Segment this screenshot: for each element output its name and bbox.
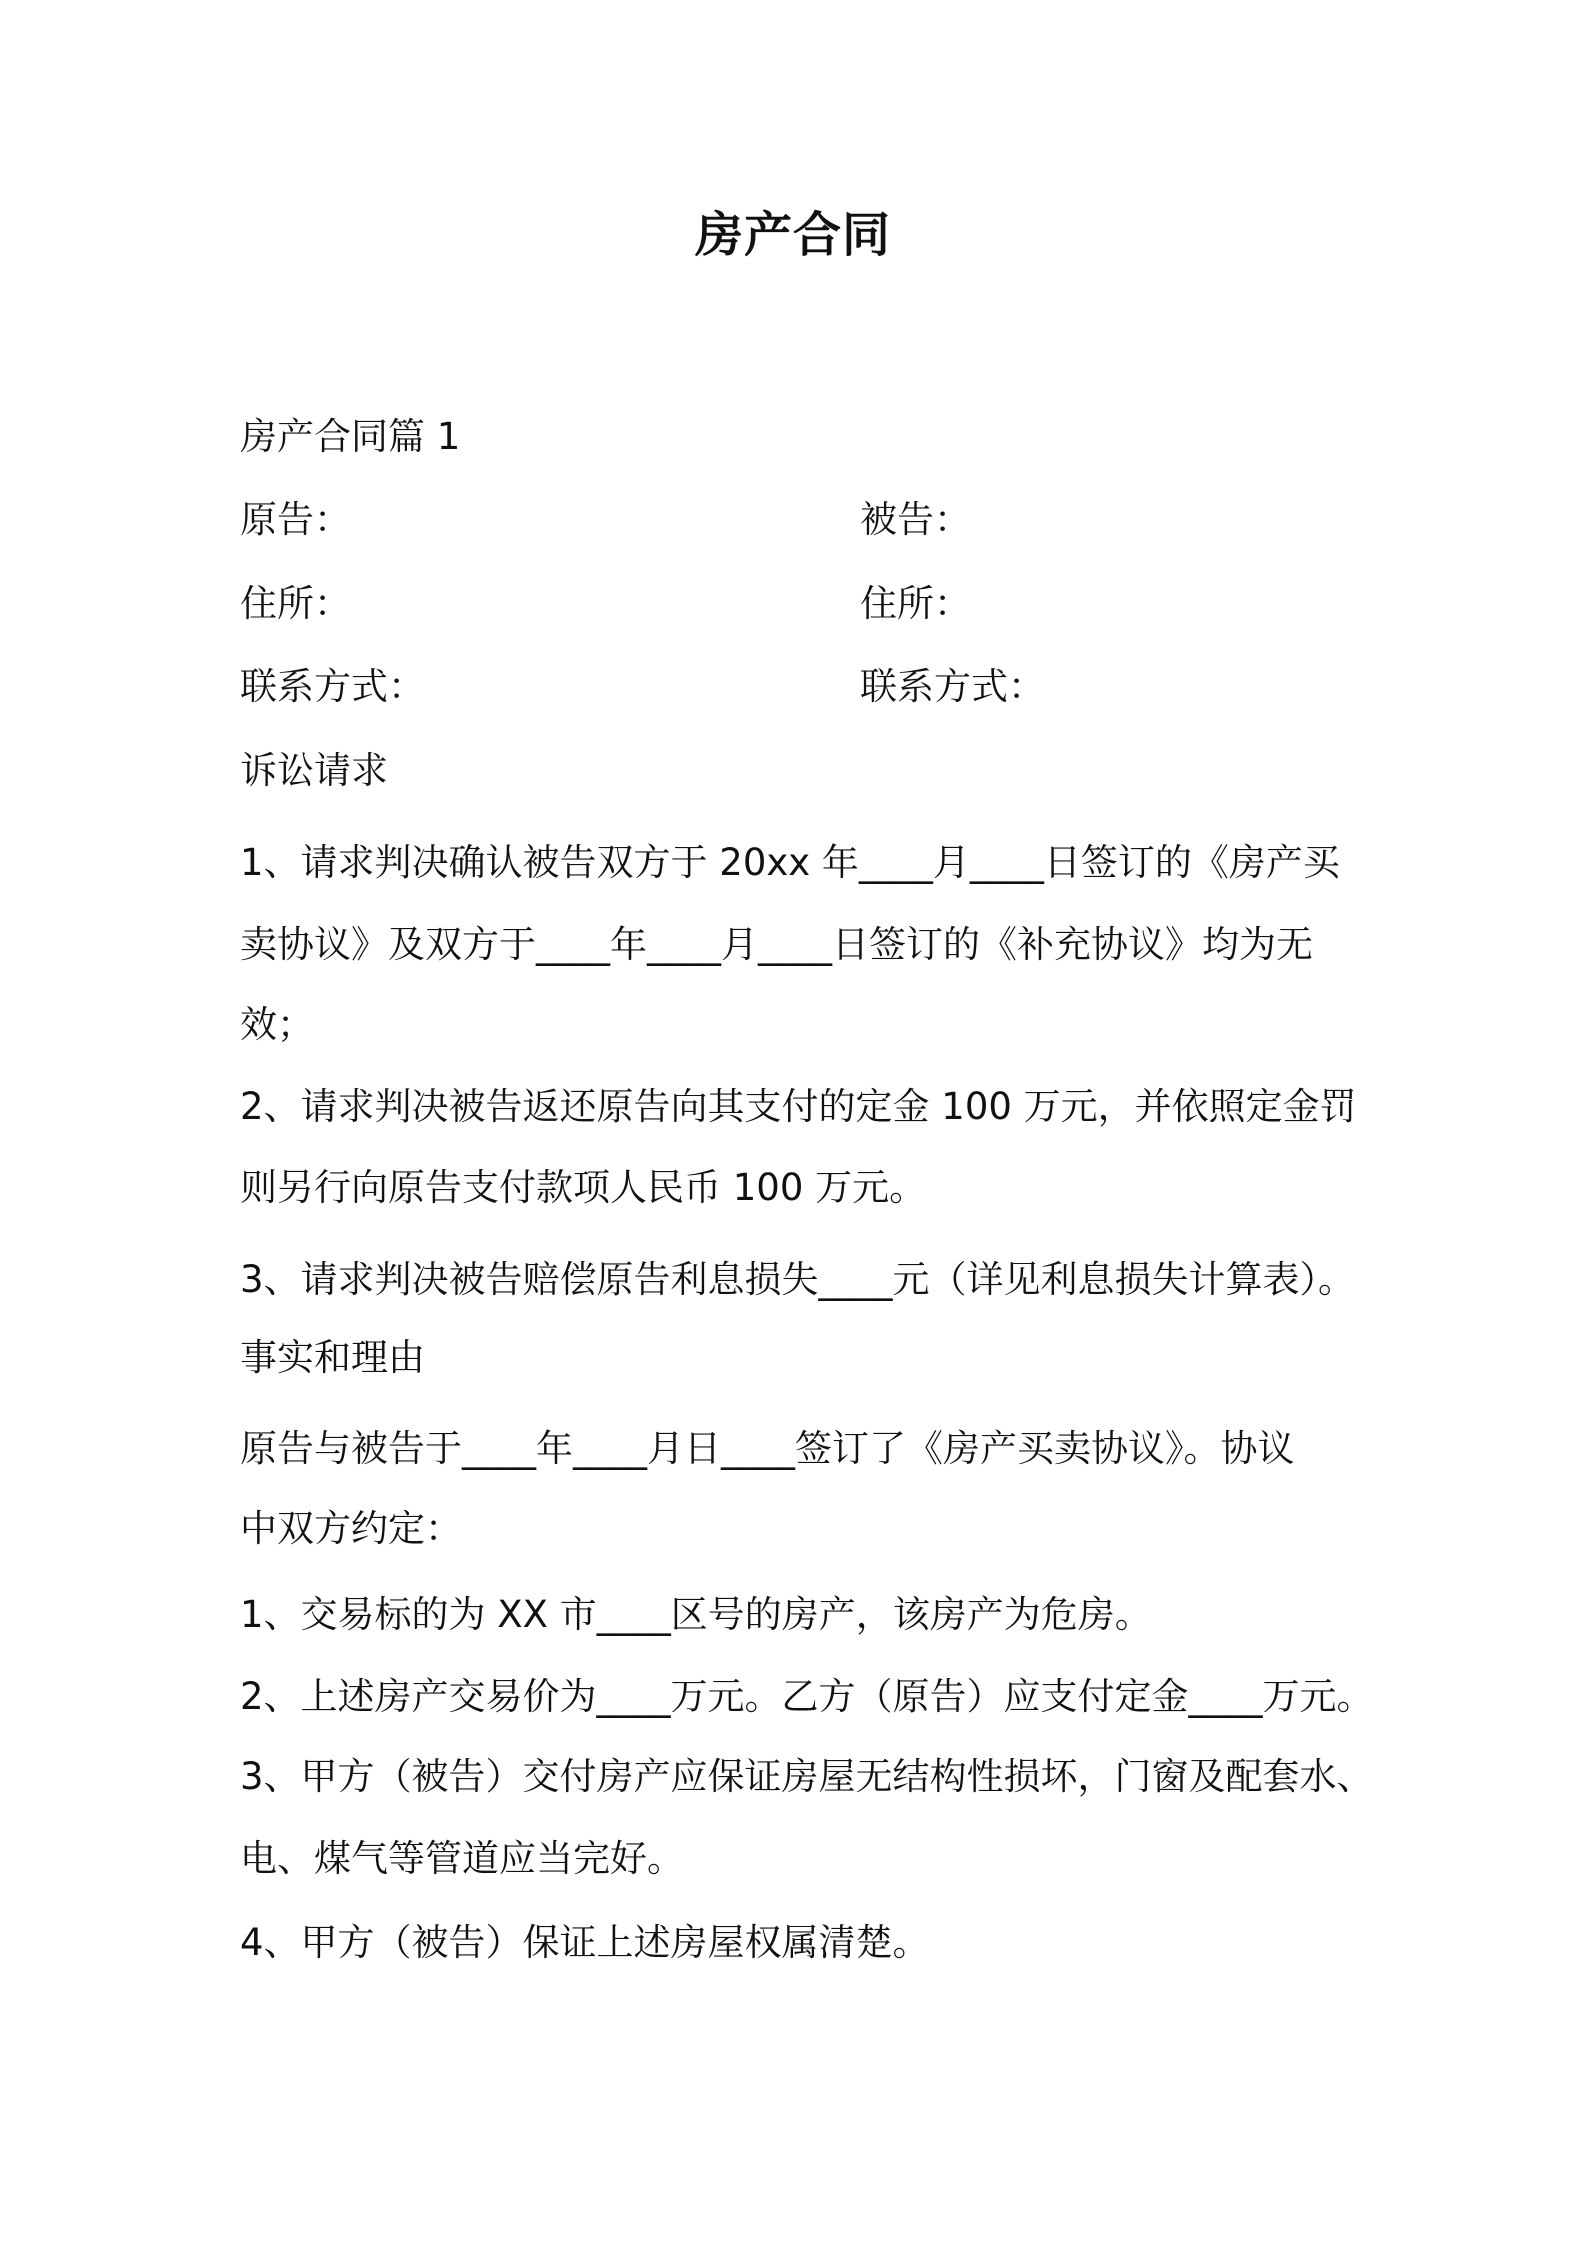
claim-line-2: 卖协议》及双方于____年____月____日签订的《补充协议》均为无: [240, 923, 1313, 966]
fact-line-2: 中双方约定：: [240, 1507, 462, 1550]
fact-line-6: 电、煤气等管道应当完好。: [240, 1837, 684, 1880]
defendant-contact-label: 联系方式：: [860, 665, 1045, 708]
claim-line-5: 则另行向原告支付款项人民币 100 万元。: [240, 1166, 927, 1209]
fact-line-1: 原告与被告于____年____月日____签订了《房产买卖协议》。协议: [240, 1427, 1295, 1470]
document-title: 房产合同: [694, 207, 891, 263]
fact-line-4: 2、上述房产交易价为____万元。乙方（原告）应支付定金____万元。: [240, 1675, 1374, 1718]
claim-line-3: 效；: [240, 1003, 314, 1046]
claim-line-4: 2、请求判决被告返还原告向其支付的定金 100 万元，并依照定金罚: [240, 1085, 1357, 1128]
fact-line-3: 1、交易标的为 XX 市____区号的房产，该房产为危房。: [240, 1593, 1152, 1636]
facts-heading: 事实和理由: [240, 1336, 425, 1379]
plaintiff-label: 原告：: [240, 498, 351, 541]
defendant-address-label: 住所：: [860, 582, 971, 625]
plaintiff-address-label: 住所：: [240, 582, 351, 625]
claim-line-6: 3、请求判决被告赔偿原告利息损失____元（详见利息损失计算表）。: [240, 1258, 1356, 1301]
defendant-label: 被告：: [860, 498, 971, 541]
section-heading: 房产合同篇 1: [240, 415, 461, 458]
plaintiff-contact-label: 联系方式：: [240, 665, 425, 708]
fact-line-5: 3、甲方（被告）交付房产应保证房屋无结构性损坏，门窗及配套水、: [240, 1755, 1374, 1798]
claims-heading: 诉讼请求: [240, 749, 388, 792]
fact-line-7: 4、甲方（被告）保证上述房屋权属清楚。: [240, 1921, 930, 1964]
claim-line-1: 1、请求判决确认被告双方于 20xx 年____月____日签订的《房产买: [240, 841, 1340, 884]
